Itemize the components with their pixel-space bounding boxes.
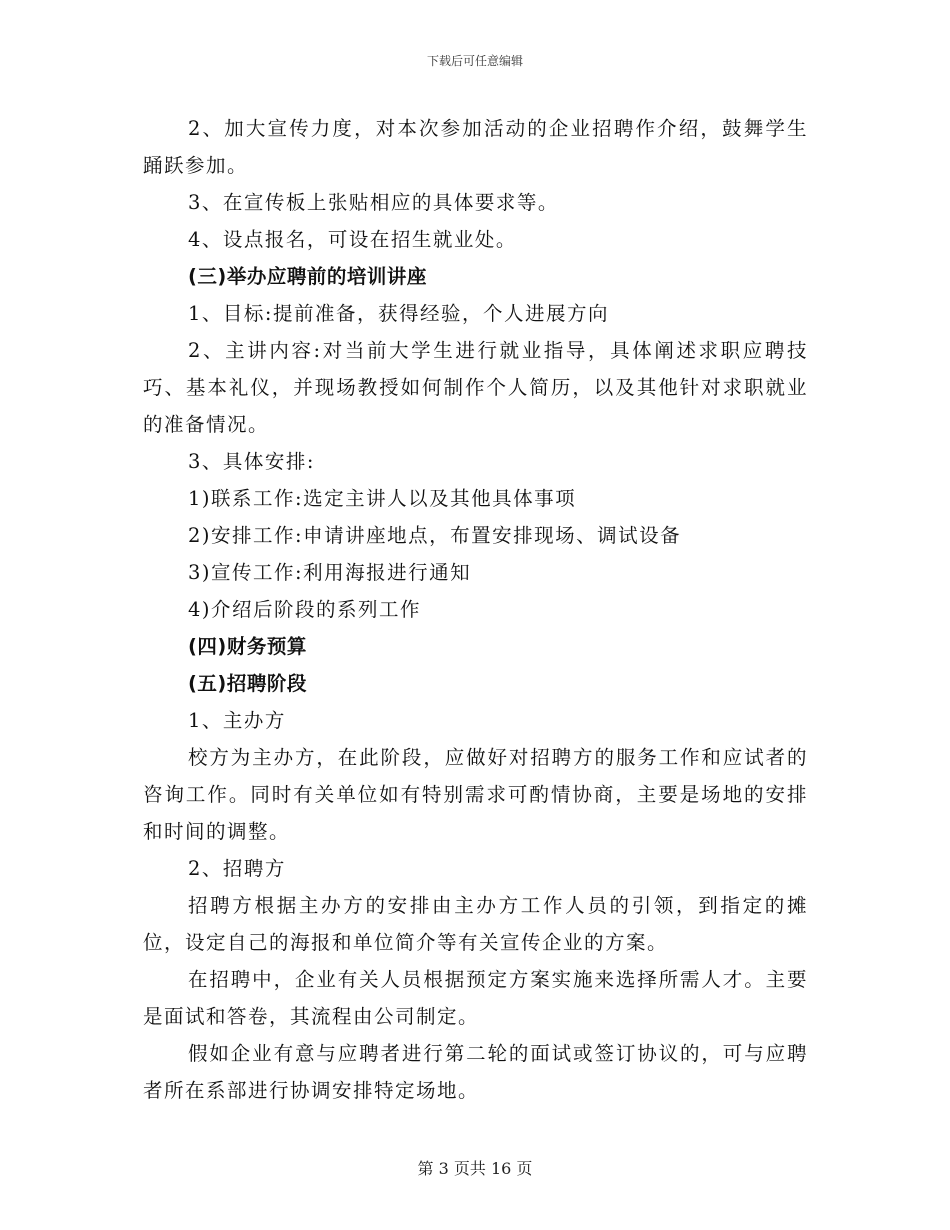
list-item: 3)宣传工作:利用海报进行通知 [188,561,472,584]
page-header: 下载后可任意编辑 [426,54,523,68]
paragraph: 2、招聘方 [188,857,286,880]
paragraph: 2、加大宣传力度，对本次参加活动的企业招聘作介绍，鼓舞学生踊跃参加。 [143,117,808,177]
document-body [143,110,808,1109]
section-heading: (四)财务预算 [188,635,307,658]
paragraph: 3、在宣传板上张贴相应的具体要求等。 [188,191,559,214]
paragraph: 3、具体安排: [188,450,315,473]
paragraph: 招聘方根据主办方的安排由主办方工作人员的引领，到指定的摊位，设定自己的海报和单位简介等有关宣传企业的方案。 [143,894,808,954]
paragraph: 1、目标:提前准备，获得经验，个人进展方向 [188,302,609,325]
paragraph: 1、主办方 [188,709,286,732]
list-item: 1)联系工作:选定主讲人以及其他具体事项 [188,487,577,510]
paragraph: 4、设点报名，可设在招生就业处。 [188,228,517,251]
page-footer: 第 3 页共 16 页 [417,1159,533,1178]
list-item: 2)安排工作:申请讲座地点，布置安排现场、调试设备 [188,524,682,547]
section-heading: (五)招聘阶段 [188,672,307,695]
paragraph: 校方为主办方，在此阶段，应做好对招聘方的服务工作和应试者的咨询工作。同时有关单位如有特别需求可酌情协商，主要是场地的安排和时间的调整。 [143,746,808,843]
paragraph: 2、主讲内容:对当前大学生进行就业指导，具体阐述求职应聘技巧、基本礼仪，并现场教授如何制作个人简历，以及其他针对求职就业的准备情况。 [143,339,808,436]
paragraph: 在招聘中，企业有关人员根据预定方案实施来选择所需人才。主要是面试和答卷，其流程由公司制定。 [143,968,808,1028]
list-item: 4)介绍后阶段的系列工作 [188,598,422,621]
paragraph: 假如企业有意与应聘者进行第二轮的面试或签订协议的，可与应聘者所在系部进行协调安排特定场地。 [143,1042,808,1102]
section-heading: (三)举办应聘前的培训讲座 [188,265,427,288]
